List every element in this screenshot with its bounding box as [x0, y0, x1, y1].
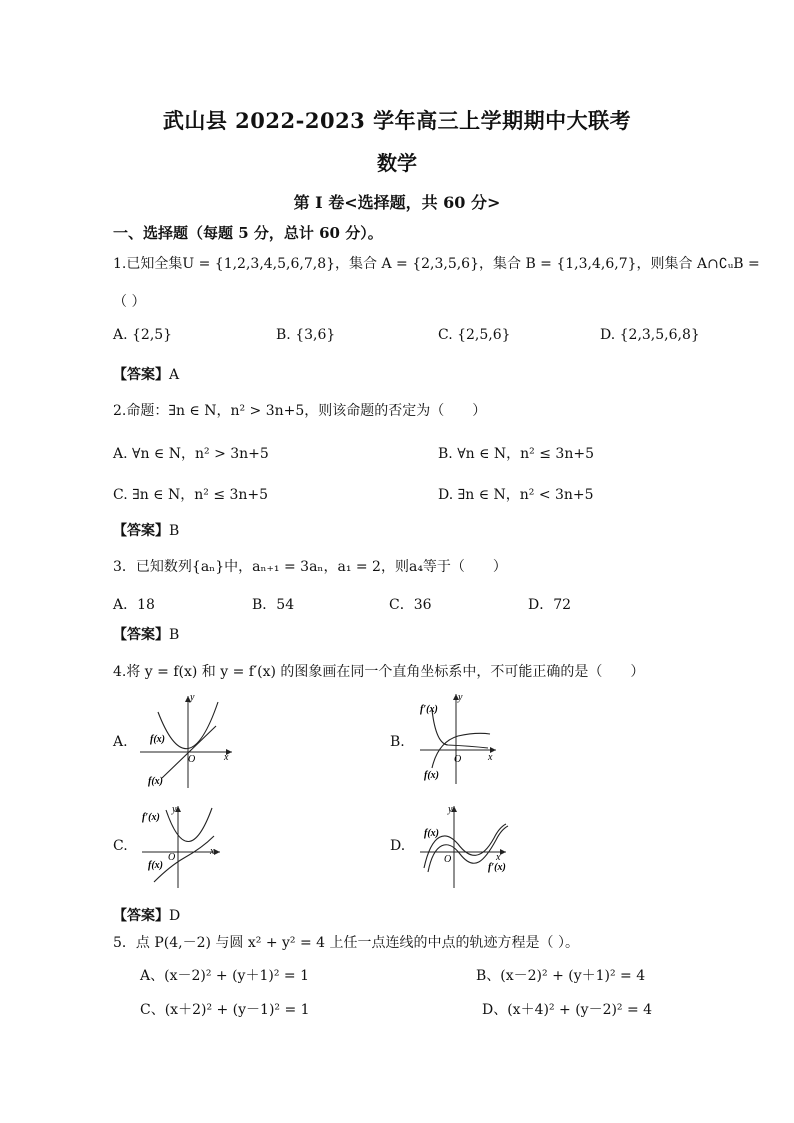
- question-4-answer: [113, 905, 180, 925]
- label-y: y: [458, 692, 463, 703]
- question-4-option-c: C.: [113, 838, 128, 854]
- question-3-option-d: D．72: [528, 597, 572, 613]
- label-fx-2: f(x): [148, 776, 163, 787]
- label-x: x: [210, 846, 215, 857]
- answer-tag: 【答案】: [113, 523, 169, 539]
- label-x: x: [496, 852, 501, 863]
- question-2-option-a: A. ∀n ∈ N，n² > 3n+5: [113, 446, 269, 462]
- question-2-option-d: D. ∃n ∈ N，n² < 3n+5: [438, 487, 594, 503]
- question-4-option-b: B.: [390, 734, 405, 750]
- answer-tag: 【答案】: [113, 627, 169, 643]
- question-3-answer: [113, 624, 179, 644]
- question-4-option-a: A.: [113, 734, 128, 750]
- question-1-option-a: A. {2,5}: [113, 327, 173, 343]
- question-4-stem: 4.将 y = f(x) 和 y = f′(x) 的图象画在同一个直角坐标系中，不可能正确的是（ ）: [113, 664, 645, 680]
- label-fpx: f′(x): [142, 812, 160, 823]
- label-fx: f(x): [148, 860, 163, 871]
- question-3-stem: 3．已知数列{aₙ}中，aₙ₊₁ = 3aₙ，a₁ = 2，则a₄等于（ ）: [113, 559, 507, 575]
- section-heading: 一、选择题（每题 5 分，总计 60 分）。: [113, 224, 383, 242]
- label-origin: O: [168, 852, 176, 863]
- label-origin: O: [188, 754, 196, 765]
- label-x: x: [488, 752, 493, 763]
- question-1-paren: （ ）: [113, 294, 146, 310]
- question-5-option-d: D、(x＋4)² + (y－2)² = 4: [482, 1002, 653, 1018]
- answer-tag: 【答案】: [113, 367, 169, 383]
- answer-value: B: [169, 523, 180, 539]
- label-y: y: [190, 692, 195, 703]
- question-3-option-b: B．54: [252, 597, 295, 613]
- x-axis-arrow: [214, 849, 220, 855]
- question-4-option-d: D.: [390, 838, 406, 854]
- x-axis-arrow: [500, 849, 506, 855]
- label-fx: f(x): [150, 734, 165, 745]
- question-2-option-b: B. ∀n ∈ N，n² ≤ 3n+5: [438, 446, 594, 462]
- question-5-stem: 5．点 P(4,－2) 与圆 x² + y² = 4 上任一点连线的中点的轨迹方程是（ ）。: [113, 935, 579, 951]
- question-3-option-a: A．18: [113, 597, 155, 613]
- label-fpx: f′(x): [488, 862, 506, 873]
- label-fpx: f′(x): [420, 704, 438, 715]
- graph-c: [140, 802, 230, 890]
- question-5-option-c: C、(x＋2)² + (y－1)² = 1: [140, 1002, 310, 1018]
- answer-tag: 【答案】: [113, 908, 169, 924]
- question-1-option-d: D. {2,3,5,6,8}: [600, 327, 700, 343]
- question-1-option-b: B. {3,6}: [276, 327, 336, 343]
- question-1-option-c: C. {2,5,6}: [438, 327, 511, 343]
- graph-d: [418, 802, 518, 890]
- label-fx: f(x): [424, 770, 439, 781]
- label-y: y: [172, 804, 177, 815]
- question-1-answer: [113, 364, 179, 384]
- page-title: 武山县 2022-2023 学年高三上学期期中大联考: [162, 108, 632, 133]
- label-fx: f(x): [424, 828, 439, 839]
- label-x: x: [224, 752, 229, 763]
- graph-a: [140, 690, 240, 790]
- question-1-stem: 1.已知全集U = {1,2,3,4,5,6,7,8}，集合 A = {2,3,5,6}，集合 B = {1,3,4,6,7}，则集合 A∩∁ᵤB =: [113, 256, 760, 272]
- graph-b: [418, 690, 503, 785]
- question-2-answer: [113, 520, 179, 540]
- question-3-option-c: C．36: [389, 597, 432, 613]
- label-y: y: [448, 804, 453, 815]
- answer-value: B: [169, 627, 180, 643]
- answer-value: A: [169, 367, 180, 383]
- question-5-option-b: B、(x－2)² + (y＋1)² = 4: [476, 968, 646, 984]
- curve-fpx: [432, 710, 488, 748]
- curve-fx: [154, 836, 214, 882]
- subject-title: 数学: [377, 151, 417, 175]
- volume-title: 第 I 卷<选择题，共 60 分>: [293, 193, 501, 212]
- question-2-option-c: C. ∃n ∈ N，n² ≤ 3n+5: [113, 487, 269, 503]
- question-2-stem: 2.命题：∃n ∈ N，n² > 3n+5，则该命题的否定为（ ）: [113, 403, 487, 419]
- label-origin: O: [454, 754, 462, 765]
- answer-value: D: [169, 908, 181, 924]
- question-5-option-a: A、(x－2)² + (y＋1)² = 1: [140, 968, 309, 984]
- label-origin: O: [444, 854, 452, 865]
